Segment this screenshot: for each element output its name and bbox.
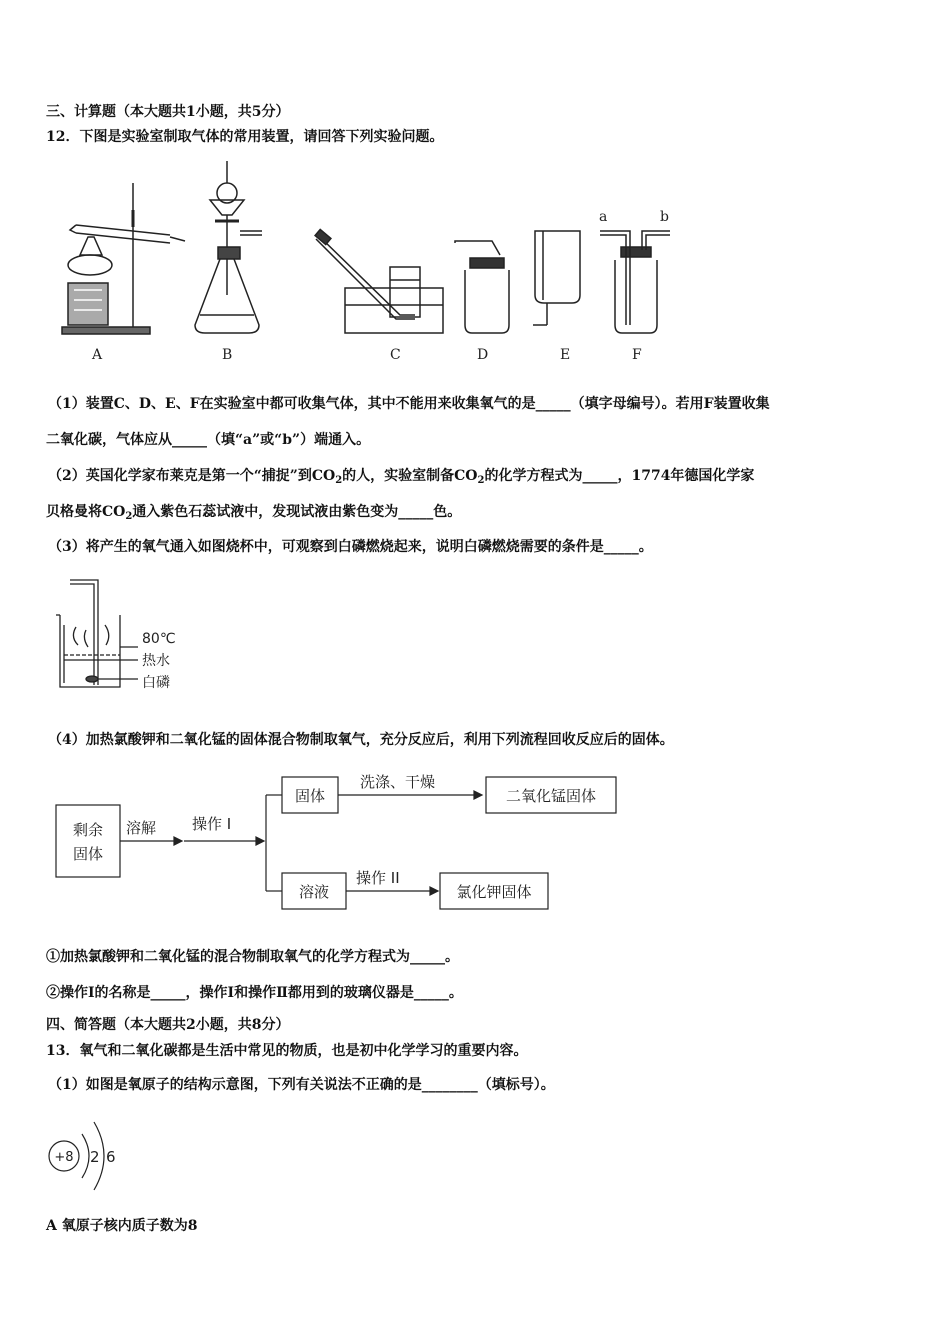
question-13-stem: 13．氧气和二氧化碳都是生活中常见的物质，也是初中化学学习的重要内容。 (46, 1043, 528, 1059)
apparatus-b (195, 161, 262, 363)
section-heading-4: 四、简答题（本大题共2小题，共8分） (46, 1017, 290, 1033)
flow-wash-dry: 洗涤、干燥 (360, 773, 436, 791)
label-d: D (477, 347, 489, 363)
beaker-phosphorus-label: 白磷 (142, 675, 170, 691)
label-b: B (222, 347, 233, 363)
label-e: E (560, 347, 571, 363)
label-a: A (92, 347, 103, 363)
beaker-temp: 80℃ (142, 631, 176, 647)
beaker-water-label: 热水 (142, 653, 170, 669)
flow-mno2: 二氧化锰固体 (505, 787, 597, 805)
apparatus-figure (40, 155, 710, 370)
flowchart (50, 765, 630, 925)
flow-dissolve: 溶解 (126, 819, 157, 837)
apparatus-e (533, 231, 580, 363)
oxygen-atom-diagram (42, 1110, 142, 1200)
flow-op2: 操作 II (356, 869, 400, 887)
section-heading: 三、计算题（本大题共1小题，共5分） (46, 104, 290, 120)
apparatus-d (455, 241, 509, 363)
atom-nucleus: +8 (54, 1150, 74, 1165)
sub-question-1-line2: 二氧化碳，气体应从_____（填“a”或“b”）端通入。 (46, 432, 371, 448)
label-c: C (390, 347, 401, 363)
port-b-label: b (660, 209, 669, 225)
sub-question-2-line2: 贝格曼将$CO_2$通入紫色石蕊试液中，发现试液由紫色变为_____色。 (46, 504, 462, 522)
apparatus-c (315, 229, 443, 363)
flow-start-l1: 剩余 (72, 821, 104, 839)
sub-question-3: （3）将产生的氧气通入如图烧杯中，可观察到白磷燃烧起来，说明白磷燃烧需要的条件是_____。 (48, 539, 653, 555)
apparatus-f (599, 209, 670, 363)
flow-op1: 操作 I (192, 815, 232, 833)
question-13-sub-1: （1）如图是氧原子的结构示意图，下列有关说法不正确的是________（填标号）。 (48, 1077, 555, 1093)
atom-shell-1: 2 (90, 1148, 100, 1166)
port-a-label: a (599, 209, 608, 225)
sub-question-4-1: ①加热氯酸钾和二氧化锰的混合物制取氧气的化学方程式为_____。 (46, 949, 459, 965)
question-stem: 12．下图是实验室制取气体的常用装置，请回答下列实验问题。 (46, 129, 444, 145)
apparatus-a (62, 183, 185, 363)
sub-question-2-line1: （2）英国化学家布莱克是第一个“捕捉”到$CO_2$的人，实验室制备$CO_2$的化学方程式为_____，1774年德国化学家 (48, 468, 755, 486)
sub-question-4: （4）加热氯酸钾和二氧化锰的固体混合物制取氧气，充分反应后，利用下列流程回收反应后的固体。 (48, 732, 674, 748)
sub-question-4-2: ②操作Ⅰ的名称是_____，操作Ⅰ和操作Ⅱ都用到的玻璃仪器是_____。 (46, 985, 463, 1001)
flow-start-l2: 固体 (72, 845, 104, 863)
beaker-figure (50, 575, 200, 695)
atom-shell-2: 6 (106, 1148, 116, 1166)
flow-kcl: 氯化钾固体 (456, 883, 532, 901)
sub-question-1-line1: （1）装置C、D、E、F在实验室中都可收集气体，其中不能用来收集氧气的是_____（填字母编号）。若用F装置收集 (48, 396, 770, 412)
option-a: A 氧原子核内质子数为8 (46, 1218, 198, 1234)
flow-box-start (56, 805, 120, 877)
flow-solution: 溶液 (298, 883, 330, 901)
label-f: F (632, 347, 642, 363)
flow-solid: 固体 (294, 787, 326, 805)
